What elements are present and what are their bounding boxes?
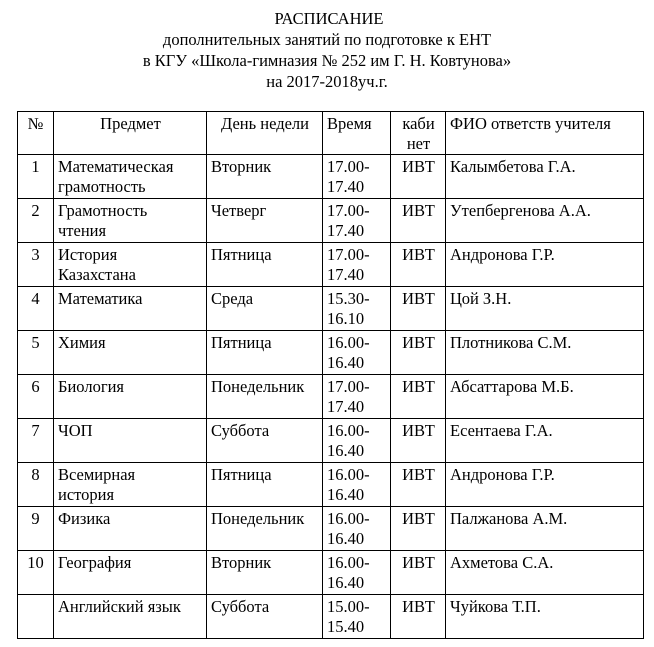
cell-day-line1: Пятница [211,245,272,264]
cell-time-line1: 16.00- [327,509,370,528]
cell-subject [54,595,207,639]
cell-time [323,551,391,595]
cell-teacher [446,155,644,199]
document-subtitle: дополнительных занятий по подготовке к ЕНТ [162,30,492,49]
table-row [18,331,644,375]
cell-subject-line1: Математическая [58,157,174,176]
cell-day [207,463,323,507]
cell-teacher [446,463,644,507]
cell-day [207,375,323,419]
cell-subject-line1: Всемирная [58,465,136,484]
cell-teacher-line1: Цой З.Н. [450,289,512,308]
cell-time-line1: 16.00- [327,553,370,572]
cell-num-line1: 2 [31,201,40,220]
cell-time-line1: 17.00- [327,377,370,396]
cell-subject-line1: История [58,245,118,264]
cell-time-line1: 16.00- [327,465,370,484]
cell-day [207,199,323,243]
cell-num [18,551,54,595]
cell-subject-line2: история [58,485,115,504]
cell-time-line2: 16.40 [327,441,365,460]
schedule-body [18,155,644,639]
table-row [18,199,644,243]
cell-subject [54,287,207,331]
cell-subject-line1: Биология [58,377,125,396]
document-header [0,8,654,92]
cell-subject [54,155,207,199]
cell-room [391,551,446,595]
cell-subject-line1: География [58,553,132,572]
cell-teacher-line1: Андронова Г.Р. [450,465,555,484]
cell-subject [54,551,207,595]
table-row [18,155,644,199]
cell-teacher-line1: Абсаттарова М.Б. [450,377,574,396]
cell-teacher-line1: Утепбергенова А.А. [450,201,591,220]
cell-room [391,287,446,331]
header-num: № [18,112,54,155]
cell-teacher [446,199,644,243]
cell-teacher-line1: Ахметова С.А. [450,553,554,572]
cell-time [323,199,391,243]
cell-num-line1: 5 [31,333,40,352]
cell-num-line1: 8 [31,465,40,484]
cell-subject-line1: Грамотность [58,201,148,220]
cell-time [323,595,391,639]
cell-subject [54,199,207,243]
cell-time-line2: 16.40 [327,353,365,372]
cell-num [18,419,54,463]
cell-room-line1: ИВТ [402,553,435,572]
cell-teacher [446,243,644,287]
cell-room [391,199,446,243]
cell-day [207,595,323,639]
cell-room-line1: ИВТ [402,333,435,352]
cell-day-line1: Четверг [211,201,267,220]
table-row [18,287,644,331]
cell-day [207,287,323,331]
cell-subject [54,375,207,419]
cell-teacher [446,551,644,595]
cell-day-line1: Пятница [211,465,272,484]
cell-room-line1: ИВТ [402,157,435,176]
cell-time-line2: 16.40 [327,573,365,592]
cell-day [207,155,323,199]
cell-num [18,375,54,419]
cell-time-line2: 17.40 [327,221,365,240]
cell-time [323,155,391,199]
cell-room [391,419,446,463]
table-row [18,419,644,463]
cell-subject-line2: Казахстана [58,265,136,284]
cell-time-line2: 16.10 [327,309,365,328]
cell-subject-line2: грамотность [58,177,146,196]
header-teacher: ФИО ответств учителя [446,112,644,155]
cell-num-line1: 1 [31,157,40,176]
cell-num-line1: 9 [31,509,40,528]
cell-num-line1: 6 [31,377,40,396]
header-room-line1: каби [402,114,435,133]
cell-subject [54,507,207,551]
cell-teacher [446,419,644,463]
cell-day-line1: Пятница [211,333,272,352]
cell-subject-line1: Английский язык [58,597,181,616]
cell-time-line1: 17.00- [327,201,370,220]
cell-subject-line1: ЧОП [58,421,93,440]
table-header-row [18,112,644,155]
cell-teacher [446,507,644,551]
table-row [18,375,644,419]
cell-day [207,551,323,595]
cell-teacher [446,331,644,375]
cell-day-line1: Суббота [211,421,270,440]
cell-num [18,331,54,375]
cell-time-line2: 17.40 [327,397,365,416]
cell-time-line1: 16.00- [327,421,370,440]
cell-room [391,331,446,375]
cell-teacher [446,595,644,639]
cell-time-line2: 17.40 [327,265,365,284]
cell-room [391,507,446,551]
cell-time-line1: 15.00- [327,597,370,616]
cell-day [207,243,323,287]
cell-day-line1: Среда [211,289,254,308]
cell-time [323,463,391,507]
cell-room-line1: ИВТ [402,377,435,396]
cell-time [323,419,391,463]
document-title: РАСПИСАНИЕ [274,9,384,28]
header-room [391,112,446,155]
cell-teacher-line1: Чуйкова Т.П. [450,597,541,616]
cell-day [207,331,323,375]
table-row [18,463,644,507]
cell-room [391,155,446,199]
cell-num [18,155,54,199]
cell-room [391,243,446,287]
cell-num-line1: 3 [31,245,40,264]
school-name: в КГУ «Школа-гимназия № 252 им Г. Н. Ковтунова» [142,51,512,70]
cell-day [207,507,323,551]
cell-subject [54,463,207,507]
header-time: Время [323,112,391,155]
cell-time [323,331,391,375]
schedule-table [17,111,644,639]
cell-time [323,243,391,287]
cell-room-line1: ИВТ [402,597,435,616]
cell-teacher-line1: Палжанова А.М. [450,509,568,528]
cell-subject [54,243,207,287]
cell-subject-line1: Химия [58,333,106,352]
cell-teacher [446,375,644,419]
header-room-line2: нет [406,134,431,153]
cell-subject [54,331,207,375]
cell-time-line1: 16.00- [327,333,370,352]
school-year: на 2017-2018уч.г. [266,72,388,91]
cell-num [18,199,54,243]
cell-subject-line1: Математика [58,289,143,308]
cell-room-line1: ИВТ [402,289,435,308]
cell-num-line1: 10 [27,553,44,572]
cell-num [18,463,54,507]
cell-num-line1: 7 [31,421,40,440]
table-row [18,507,644,551]
cell-room [391,595,446,639]
cell-time-line2: 17.40 [327,177,365,196]
cell-day-line1: Понедельник [211,377,305,396]
cell-time-line1: 17.00- [327,245,370,264]
header-day: День недели [207,112,323,155]
cell-time [323,507,391,551]
cell-num [18,243,54,287]
cell-room [391,463,446,507]
cell-day-line1: Вторник [211,553,272,572]
cell-time-line2: 16.40 [327,529,365,548]
cell-teacher-line1: Калымбетова Г.А. [450,157,576,176]
table-row [18,551,644,595]
table-row [18,595,644,639]
cell-teacher-line1: Плотникова С.М. [450,333,572,352]
cell-room [391,375,446,419]
cell-num-line1: 4 [31,289,40,308]
cell-teacher-line1: Андронова Г.Р. [450,245,555,264]
cell-time-line1: 17.00- [327,157,370,176]
cell-room-line1: ИВТ [402,509,435,528]
cell-num [18,287,54,331]
cell-day-line1: Суббота [211,597,270,616]
cell-num [18,507,54,551]
cell-time-line2: 16.40 [327,485,365,504]
cell-day [207,419,323,463]
cell-num [18,595,54,639]
cell-time-line2: 15.40 [327,617,365,636]
cell-room-line1: ИВТ [402,201,435,220]
cell-day-line1: Понедельник [211,509,305,528]
cell-time [323,287,391,331]
cell-day-line1: Вторник [211,157,272,176]
cell-subject [54,419,207,463]
cell-subject-line1: Физика [58,509,111,528]
cell-teacher [446,287,644,331]
cell-room-line1: ИВТ [402,421,435,440]
cell-subject-line2: чтения [58,221,107,240]
cell-teacher-line1: Есентаева Г.А. [450,421,553,440]
header-subject: Предмет [54,112,207,155]
cell-room-line1: ИВТ [402,245,435,264]
cell-room-line1: ИВТ [402,465,435,484]
cell-time-line1: 15.30- [327,289,370,308]
table-row [18,243,644,287]
cell-time [323,375,391,419]
